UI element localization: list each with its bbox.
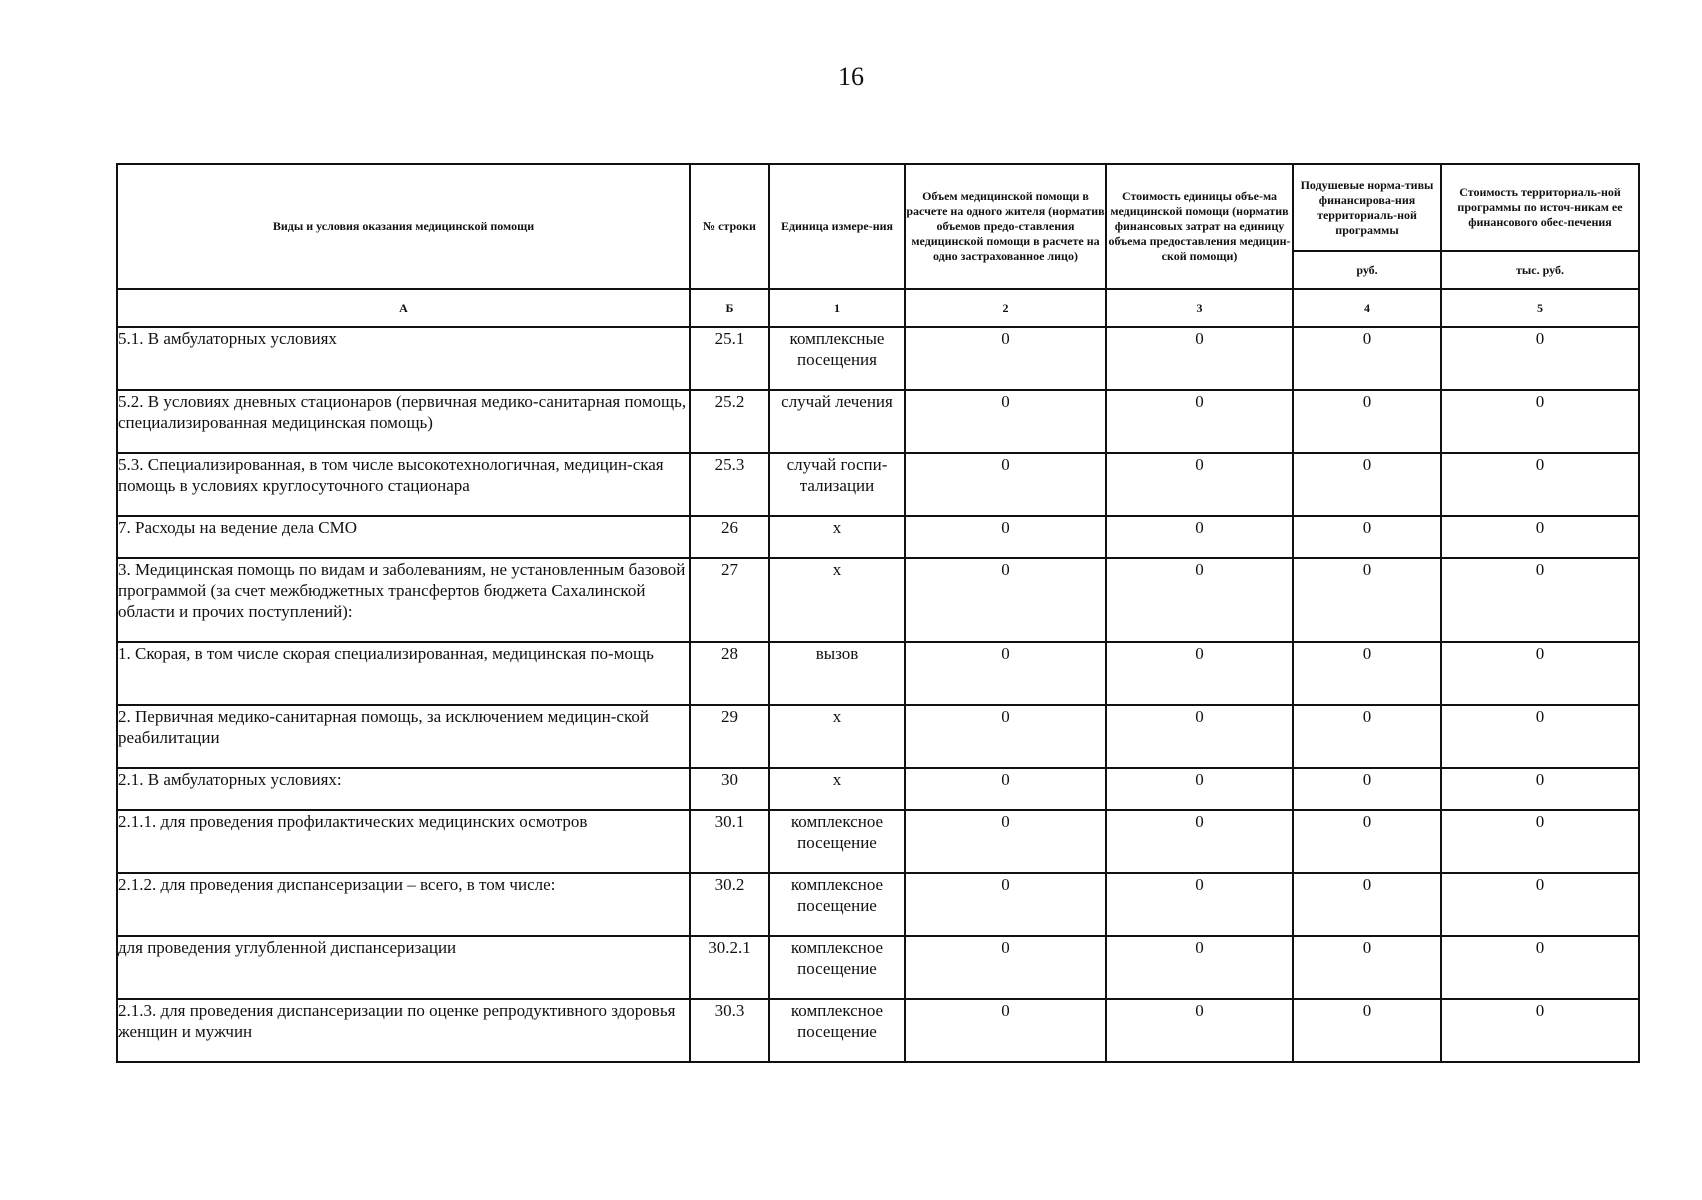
line-number-cell: 30.3	[690, 999, 769, 1062]
line-number-cell: 30.1	[690, 810, 769, 873]
unit-cost-cell: 0	[1106, 558, 1293, 642]
program-cost-cell: 0	[1441, 810, 1639, 873]
care-type-cell: 3. Медицинская помощь по видам и заболеваниям, не установленным базовой программой (за счет межбюджетных трансфертов бюджета Сахалинской области и прочих поступлений):	[117, 558, 690, 642]
line-number-cell: 25.2	[690, 390, 769, 453]
header-line-number: № строки	[690, 164, 769, 289]
care-type-cell: 2.1.1. для проведения профилактических медицинских осмотров	[117, 810, 690, 873]
line-number-cell: 30.2.1	[690, 936, 769, 999]
table-row	[117, 768, 1639, 810]
per-capita-cell: 0	[1293, 558, 1441, 642]
volume-cell: 0	[905, 936, 1106, 999]
unit-cell: случай госпи-тализации	[769, 453, 905, 516]
care-type-cell: 5.1. В амбулаторных условиях	[117, 327, 690, 390]
table-row	[117, 642, 1639, 705]
line-number-cell: 26	[690, 516, 769, 558]
per-capita-cell: 0	[1293, 810, 1441, 873]
header-per-capita-norms: Подушевые норма-тивы финансирова-ния территориаль-ной программы	[1293, 164, 1441, 251]
care-type-cell: 2. Первичная медико-санитарная помощь, за исключением медицин-ской реабилитации	[117, 705, 690, 768]
unit-cell: вызов	[769, 642, 905, 705]
program-cost-cell: 0	[1441, 516, 1639, 558]
line-number-cell: 29	[690, 705, 769, 768]
unit-cell: комплексное посещение	[769, 999, 905, 1062]
column-index: А	[117, 289, 690, 327]
per-capita-cell: 0	[1293, 936, 1441, 999]
line-number-cell: 27	[690, 558, 769, 642]
volume-cell: 0	[905, 810, 1106, 873]
volume-cell: 0	[905, 327, 1106, 390]
unit-cost-cell: 0	[1106, 390, 1293, 453]
care-type-cell: 2.1.3. для проведения диспансеризации по оценке репродуктивного здоровья женщин и мужчин	[117, 999, 690, 1062]
line-number-cell: 25.3	[690, 453, 769, 516]
care-type-cell: 2.1. В амбулаторных условиях:	[117, 768, 690, 810]
volume-cell: 0	[905, 453, 1106, 516]
unit-cost-cell: 0	[1106, 873, 1293, 936]
program-cost-cell: 0	[1441, 453, 1639, 516]
volume-cell: 0	[905, 768, 1106, 810]
per-capita-cell: 0	[1293, 642, 1441, 705]
program-cost-cell: 0	[1441, 873, 1639, 936]
column-index: 5	[1441, 289, 1639, 327]
unit-cell: случай лечения	[769, 390, 905, 453]
care-type-cell: для проведения углубленной диспансеризации	[117, 936, 690, 999]
unit-cost-cell: 0	[1106, 810, 1293, 873]
program-cost-cell: 0	[1441, 999, 1639, 1062]
per-capita-cell: 0	[1293, 327, 1441, 390]
per-capita-cell: 0	[1293, 453, 1441, 516]
care-type-cell: 5.3. Специализированная, в том числе высокотехнологичная, медицин-ская помощь в условиях круглосуточного стационара	[117, 453, 690, 516]
table-row	[117, 705, 1639, 768]
table-row	[117, 873, 1639, 936]
unit-cost-cell: 0	[1106, 516, 1293, 558]
volume-cell: 0	[905, 516, 1106, 558]
unit-cost-cell: 0	[1106, 999, 1293, 1062]
line-number-cell: 30	[690, 768, 769, 810]
table-row	[117, 558, 1639, 642]
column-index: 4	[1293, 289, 1441, 327]
table-row	[117, 999, 1639, 1062]
care-type-cell: 5.2. В условиях дневных стационаров (первичная медико-санитарная помощь, специализированная медицинская помощь)	[117, 390, 690, 453]
care-type-cell: 7. Расходы на ведение дела СМО	[117, 516, 690, 558]
unit-cell: комплексное посещение	[769, 810, 905, 873]
per-capita-cell: 0	[1293, 768, 1441, 810]
column-index-row	[117, 289, 1639, 327]
table-row	[117, 390, 1639, 453]
program-cost-cell: 0	[1441, 558, 1639, 642]
table-row	[117, 516, 1639, 558]
unit-cost-cell: 0	[1106, 453, 1293, 516]
per-capita-cell: 0	[1293, 516, 1441, 558]
column-index: 1	[769, 289, 905, 327]
unit-cost-cell: 0	[1106, 768, 1293, 810]
unit-cell: комплексное посещение	[769, 873, 905, 936]
per-capita-cell: 0	[1293, 873, 1441, 936]
header-volume-per-resident: Объем медицинской помощи в расчете на одного жителя (норматив объемов предо-ставления медицинской помощи в расчете на одно застрахованное лицо)	[905, 164, 1106, 289]
table-row	[117, 453, 1639, 516]
unit-cell: комплексное посещение	[769, 936, 905, 999]
column-index: 3	[1106, 289, 1293, 327]
program-cost-cell: 0	[1441, 642, 1639, 705]
per-capita-cell: 0	[1293, 390, 1441, 453]
volume-cell: 0	[905, 873, 1106, 936]
unit-cell: х	[769, 705, 905, 768]
table-row	[117, 327, 1639, 390]
line-number-cell: 28	[690, 642, 769, 705]
column-index: 2	[905, 289, 1106, 327]
program-cost-cell: 0	[1441, 390, 1639, 453]
volume-cell: 0	[905, 705, 1106, 768]
volume-cell: 0	[905, 999, 1106, 1062]
table-row	[117, 810, 1639, 873]
per-capita-cell: 0	[1293, 705, 1441, 768]
care-type-cell: 1. Скорая, в том числе скорая специализированная, медицинская по-мощь	[117, 642, 690, 705]
volume-cell: 0	[905, 558, 1106, 642]
unit-cost-cell: 0	[1106, 327, 1293, 390]
header-program-cost: Стоимость территориаль-ной программы по источ-никам ее финансового обес-печения	[1441, 164, 1639, 251]
page-number: 16	[838, 62, 864, 91]
care-type-cell: 2.1.2. для проведения диспансеризации – всего, в том числе:	[117, 873, 690, 936]
table-body	[117, 289, 1639, 1062]
medical-care-table	[116, 163, 1640, 1063]
line-number-cell: 25.1	[690, 327, 769, 390]
per-capita-cell: 0	[1293, 999, 1441, 1062]
unit-cell: х	[769, 558, 905, 642]
column-index: Б	[690, 289, 769, 327]
volume-cell: 0	[905, 390, 1106, 453]
program-cost-cell: 0	[1441, 705, 1639, 768]
unit-cell: х	[769, 768, 905, 810]
program-cost-cell: 0	[1441, 327, 1639, 390]
unit-cost-cell: 0	[1106, 642, 1293, 705]
volume-cell: 0	[905, 642, 1106, 705]
unit-cell: х	[769, 516, 905, 558]
unit-cost-cell: 0	[1106, 705, 1293, 768]
unit-cost-cell: 0	[1106, 936, 1293, 999]
header-care-type: Виды и условия оказания медицинской помощи	[117, 164, 690, 289]
program-cost-cell: 0	[1441, 936, 1639, 999]
header-unit-cost: Стоимость единицы объе-ма медицинской помощи (норматив финансовых затрат на единицу объема предоставления медицин-ской помощи)	[1106, 164, 1293, 289]
header-unit-thousand-rub: тыс. руб.	[1441, 251, 1639, 289]
line-number-cell: 30.2	[690, 873, 769, 936]
header-unit: Единица измере-ния	[769, 164, 905, 289]
program-cost-cell: 0	[1441, 768, 1639, 810]
table-row	[117, 936, 1639, 999]
header-unit-rub: руб.	[1293, 251, 1441, 289]
unit-cell: комплексные посещения	[769, 327, 905, 390]
